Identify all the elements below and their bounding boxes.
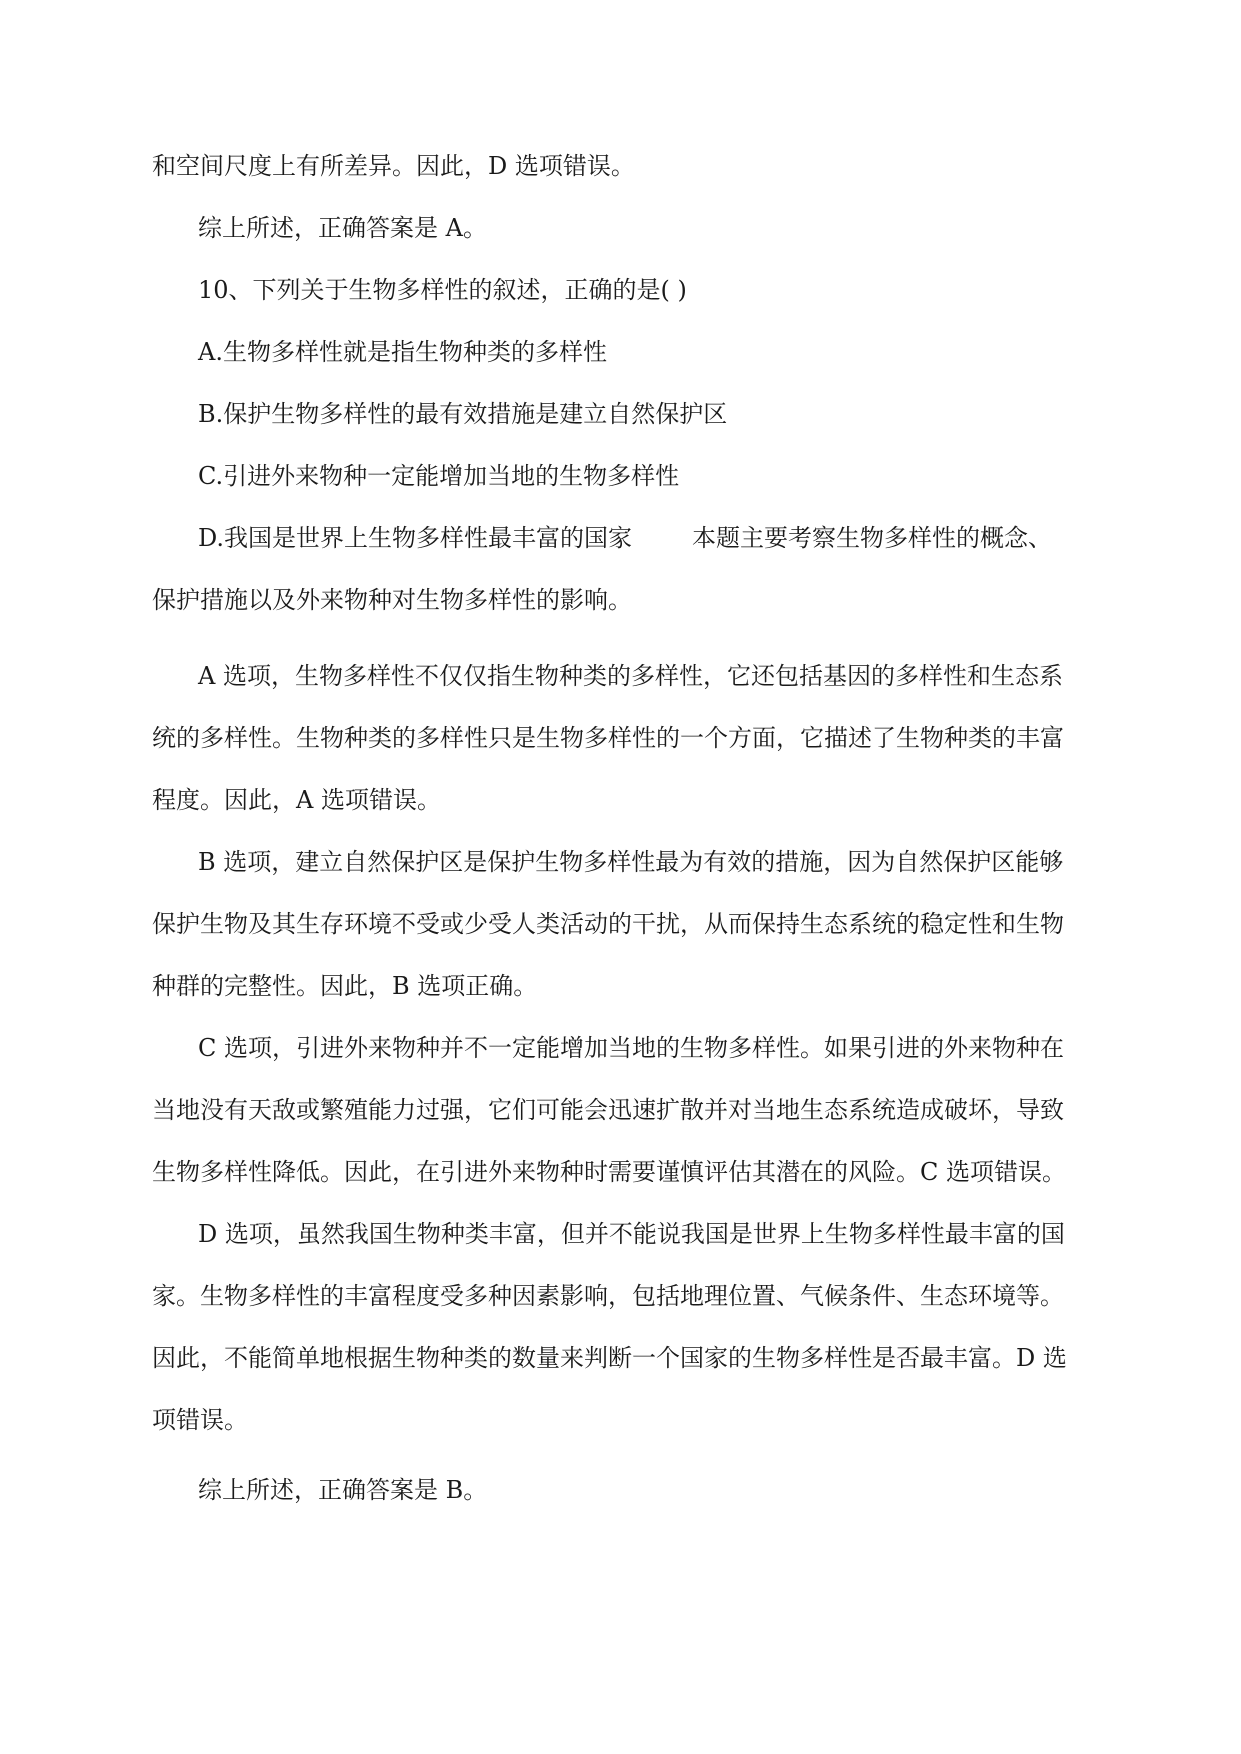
text-line: 统的多样性。生物种类的多样性只是生物多样性的一个方面，它描述了生物种类的丰富 [152,724,1064,752]
text-line: 当地没有天敌或繁殖能力过强，它们可能会迅速扩散并对当地生态系统造成破坏，导致 [152,1096,1064,1124]
text-line: 生物多样性降低。因此，在引进外来物种时需要谨慎评估其潜在的风险。C 选项错误。 [152,1158,1066,1186]
text-line: 因此，不能简单地根据生物种类的数量来判断一个国家的生物多样性是否最丰富。D 选 [152,1344,1067,1372]
option-b: B.保护生物多样性的最有效措施是建立自然保护区 [198,400,728,428]
text-line: 保护措施以及外来物种对生物多样性的影响。 [152,586,632,614]
summary-line: 综上所述，正确答案是 B。 [198,1476,488,1504]
option-a: A.生物多样性就是指生物种类的多样性 [198,338,607,366]
option-c: C.引进外来物种一定能增加当地的生物多样性 [198,462,680,490]
text-line: 保护生物及其生存环境不受或少受人类活动的干扰，从而保持生态系统的稳定性和生物 [152,910,1064,938]
text-line: B 选项，建立自然保护区是保护生物多样性最为有效的措施，因为自然保护区能够 [198,848,1064,876]
option-d: D.我国是世界上生物多样性最丰富的国家 [198,524,633,552]
question-stem: 10、下列关于生物多样性的叙述，正确的是( ) [198,276,687,304]
text-line: C 选项，引进外来物种并不一定能增加当地的生物多样性。如果引进的外来物种在 [198,1034,1064,1062]
option-d-row [198,522,1158,554]
summary-line: 综上所述，正确答案是 A。 [198,214,487,242]
text-line: 和空间尺度上有所差异。因此，D 选项错误。 [152,152,635,180]
analysis-intro: 本题主要考察生物多样性的概念、 [692,524,1053,552]
text-line: 种群的完整性。因此，B 选项正确。 [152,972,538,1000]
text-line: 程度。因此，A 选项错误。 [152,786,441,814]
text-line: 家。生物多样性的丰富程度受多种因素影响，包括地理位置、气候条件、生态环境等。 [152,1282,1064,1310]
text-line: A 选项，生物多样性不仅仅指生物种类的多样性，它还包括基因的多样性和生态系 [198,662,1063,690]
text-line: 项错误。 [152,1406,248,1434]
text-line: D 选项，虽然我国生物种类丰富，但并不能说我国是世界上生物多样性最丰富的国 [198,1220,1065,1248]
